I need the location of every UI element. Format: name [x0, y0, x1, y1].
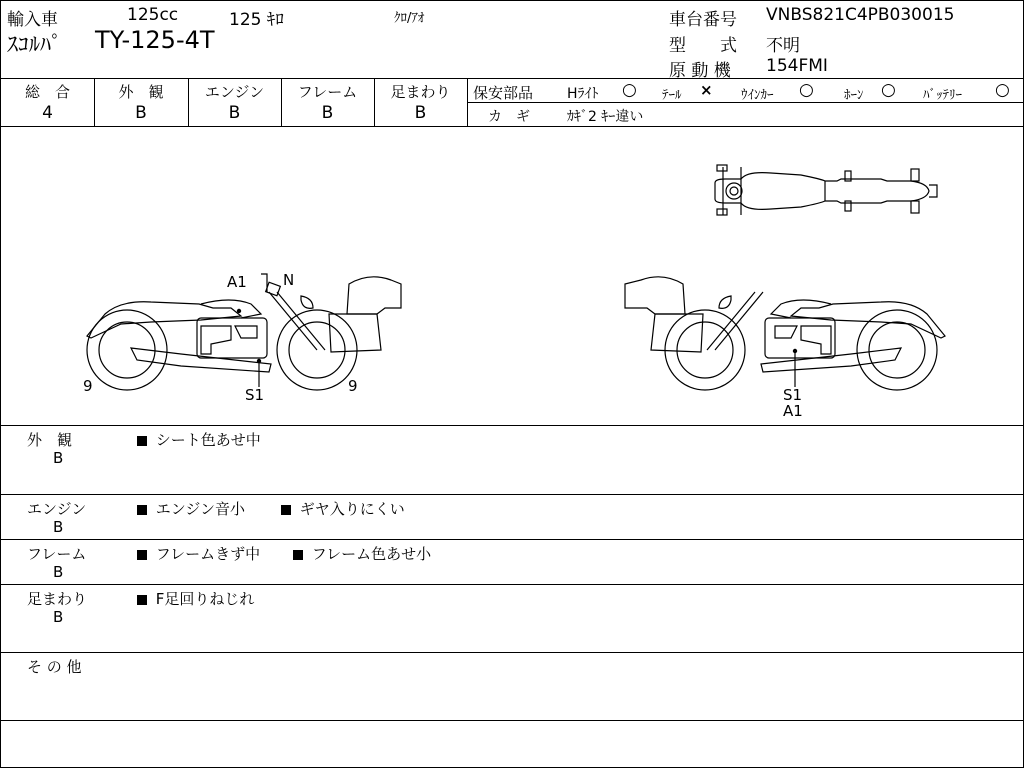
- mark-left-9-front: 9: [83, 377, 93, 395]
- mark-right-s1: S1: [783, 386, 803, 404]
- tail-label: ﾃｰﾙ: [662, 88, 682, 103]
- section-item: フレームきず中: [137, 543, 260, 564]
- section-title: エンジン: [27, 500, 87, 518]
- horn-label: ﾎｰﾝ: [844, 88, 864, 103]
- section-item: シート色あせ中: [137, 429, 261, 450]
- key-label: カ ギ: [488, 109, 530, 125]
- type-label: 型 式: [669, 36, 737, 56]
- engine-label: 原 動 機: [669, 61, 731, 81]
- bullet-square-icon: [281, 505, 291, 515]
- divider: [1, 539, 1023, 540]
- divider: [1, 584, 1023, 585]
- engine-value: 154FMI: [766, 56, 828, 76]
- bullet-square-icon: [293, 550, 303, 560]
- frame-no-label: 車台番号: [669, 10, 737, 30]
- import-label: 輸入車: [7, 10, 58, 30]
- winker-mark: ○: [799, 80, 814, 100]
- color: ｸﾛ/ｱｵ: [394, 11, 425, 26]
- mileage: 125 ｷﾛ: [229, 10, 284, 30]
- headlight-label: Hﾗｲﾄ: [567, 86, 599, 102]
- motorcycle-top-view-diagram: [701, 161, 951, 219]
- mark-left-9-rear: 9: [348, 377, 358, 395]
- score-label-overall: 総 合: [24, 83, 70, 101]
- section-grade: B: [53, 449, 64, 467]
- tail-mark: ×: [700, 81, 713, 99]
- mark-pointers-left: [231, 291, 271, 391]
- section-title: 外 観: [27, 431, 73, 449]
- bullet-square-icon: [137, 550, 147, 560]
- score-label-suspension: 足まわり: [390, 83, 451, 101]
- displacement: 125cc: [127, 5, 179, 25]
- score-label-frame: フレーム: [297, 83, 358, 101]
- frame-no-value: VNBS821C4PB030015: [766, 5, 955, 25]
- score-value-suspension: B: [414, 103, 427, 123]
- maker: ｽｺﾙﾊﾟ: [7, 33, 63, 58]
- divider: [1, 720, 1023, 721]
- horn-mark: ○: [881, 80, 896, 100]
- score-value-overall: 4: [42, 103, 53, 123]
- section-grade: B: [53, 608, 64, 626]
- battery-mark: ○: [995, 80, 1010, 100]
- bullet-square-icon: [137, 505, 147, 515]
- section-grade: B: [53, 563, 64, 581]
- winker-label: ｳｲﾝｶｰ: [741, 88, 774, 103]
- safety-label: 保安部品: [473, 84, 534, 102]
- headlight-mark: ○: [622, 80, 637, 100]
- score-value-engine: B: [228, 103, 241, 123]
- divider: [1, 126, 1023, 127]
- score-value-exterior: B: [135, 103, 147, 123]
- bullet-square-icon: [137, 436, 147, 446]
- bullet-square-icon: [137, 595, 147, 605]
- battery-label: ﾊﾞｯﾃﾘｰ: [923, 88, 962, 103]
- mark-right-a1: A1: [783, 402, 803, 420]
- divider: [1, 652, 1023, 653]
- section-item: ギヤ入りにくい: [281, 498, 405, 519]
- section-item: F足回りねじれ: [137, 588, 254, 609]
- divider: [1, 494, 1023, 495]
- section-item: エンジン音小: [137, 498, 245, 519]
- section-item: フレーム色あせ小: [293, 543, 431, 564]
- mark-left-a1: A1: [227, 273, 247, 291]
- mark-left-s1: S1: [245, 386, 265, 404]
- score-value-frame: B: [321, 103, 334, 123]
- section-title: そ の 他: [27, 658, 82, 676]
- section-grade: B: [53, 518, 64, 536]
- model-name: TY-125-4T: [95, 26, 215, 54]
- section-title: フレーム: [27, 545, 87, 563]
- key-value: ｶｷﾞ2 ｷｰ違い: [567, 109, 644, 125]
- divider: [1, 78, 1023, 79]
- type-value: 不明: [766, 36, 800, 56]
- score-label-engine: エンジン: [204, 83, 265, 101]
- mark-pointers-right: [781, 341, 811, 391]
- score-label-exterior: 外 観: [118, 83, 164, 101]
- mark-left-n: N: [283, 271, 295, 289]
- divider: [1, 425, 1023, 426]
- section-title: 足まわり: [27, 590, 88, 608]
